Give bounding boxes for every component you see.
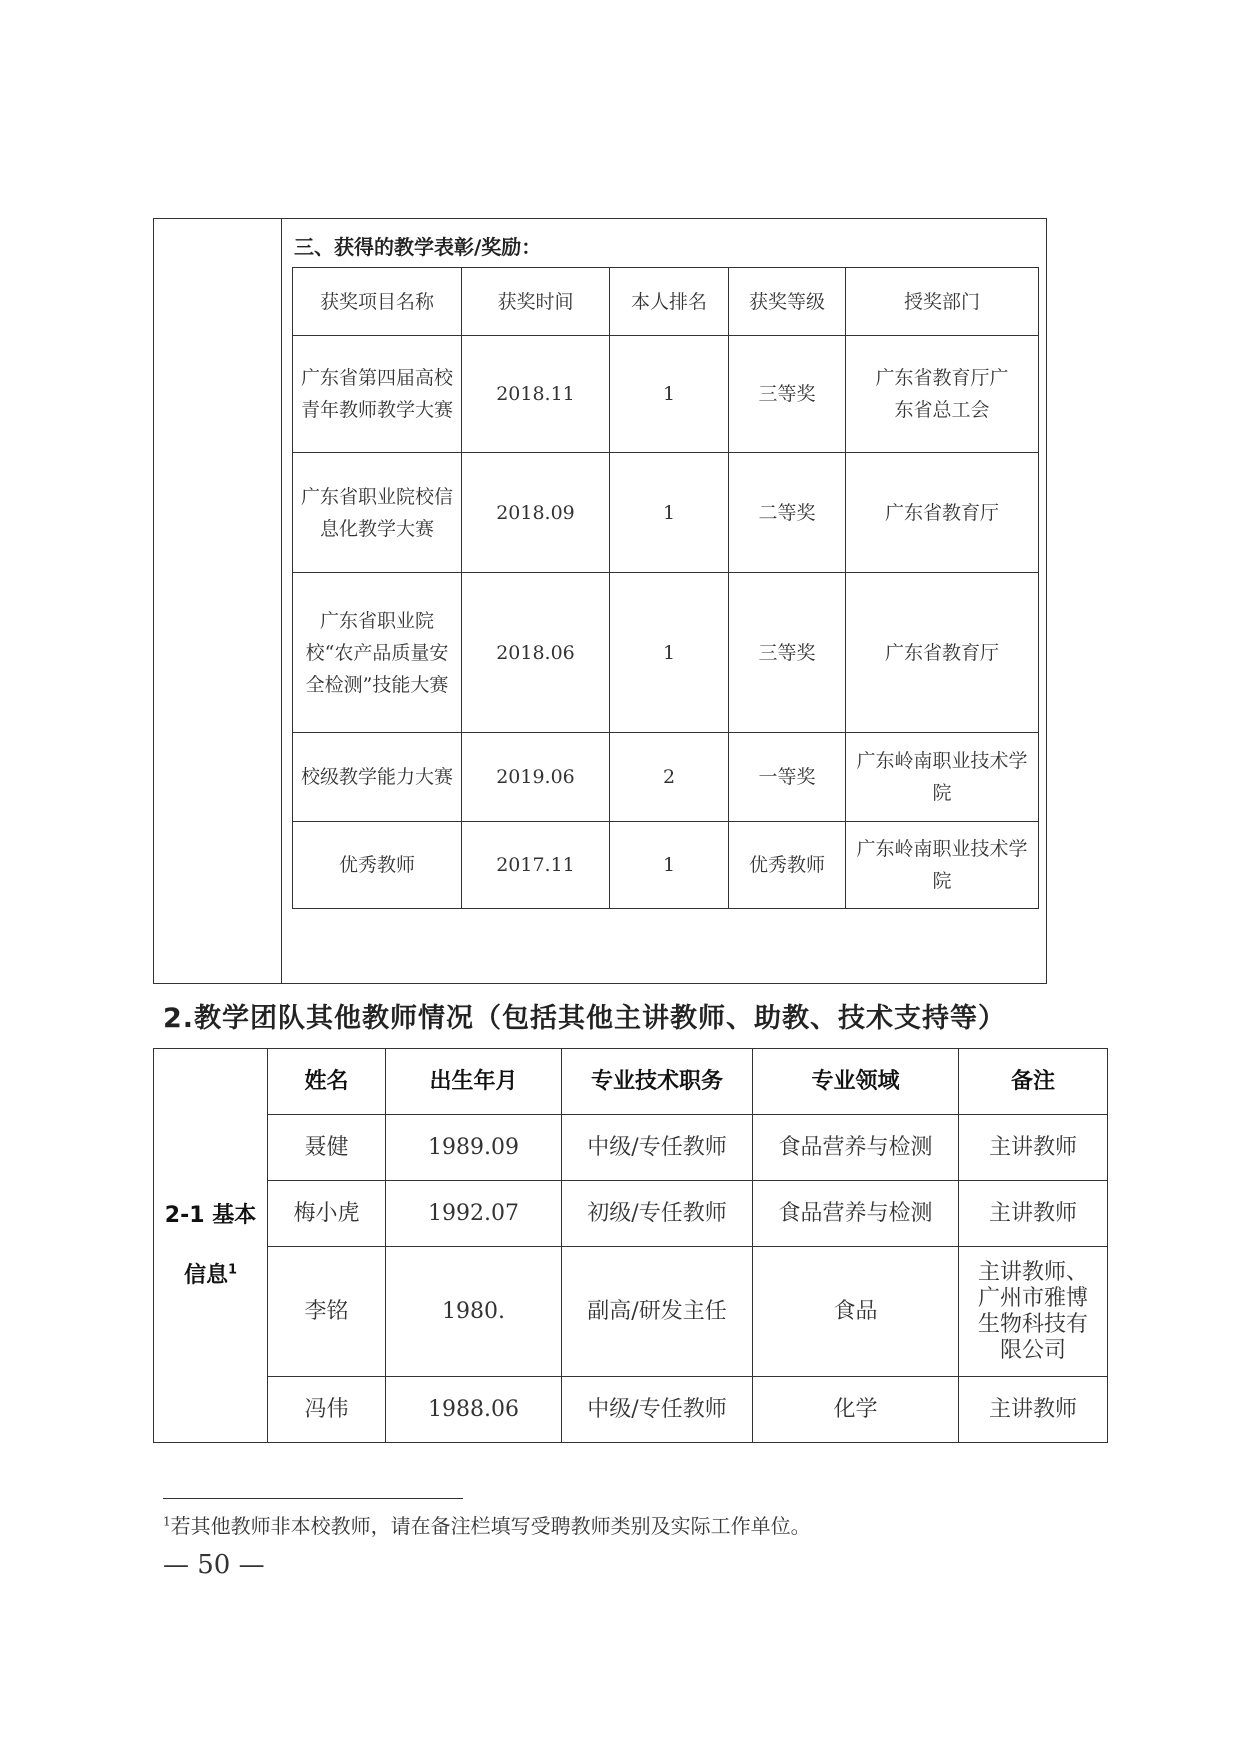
- awards-header-date: 获奖时间: [462, 268, 610, 336]
- team-header-title: 专业技术职务: [562, 1049, 753, 1115]
- award-rank: 1: [610, 336, 729, 453]
- award-name: 优秀教师: [293, 822, 462, 909]
- team-table: [153, 1048, 1108, 1443]
- awards-header-rank: 本人排名: [610, 268, 729, 336]
- table-row: [154, 1247, 1108, 1377]
- teacher-field: 化学: [753, 1377, 959, 1443]
- teacher-note: 主讲教师: [959, 1181, 1108, 1247]
- teacher-name: 梅小虎: [268, 1181, 386, 1247]
- teacher-title: 中级/专任教师: [562, 1115, 753, 1181]
- award-dept: 广东省教育厅广东省总工会: [846, 336, 1039, 453]
- footnote-divider: [163, 1498, 463, 1499]
- award-rank: 1: [610, 573, 729, 733]
- team-row-label: [154, 1049, 268, 1443]
- teacher-birth: 1988.06: [386, 1377, 562, 1443]
- teacher-field: 食品营养与检测: [753, 1181, 959, 1247]
- teacher-field: 食品营养与检测: [753, 1115, 959, 1181]
- awards-left-column: [154, 219, 282, 983]
- award-date: 2019.06: [462, 733, 610, 822]
- award-level: 三等奖: [729, 573, 846, 733]
- table-row: [293, 336, 1039, 453]
- footnote-sup: 1: [163, 1514, 171, 1529]
- teacher-note: 主讲教师: [959, 1377, 1108, 1443]
- table-row: [293, 733, 1039, 822]
- awards-table: [292, 267, 1039, 909]
- award-name: 校级教学能力大赛: [293, 733, 462, 822]
- awards-heading: 三、获得的教学表彰/奖励：: [294, 235, 542, 259]
- award-date: 2018.11: [462, 336, 610, 453]
- table-row: [293, 453, 1039, 573]
- awards-header-level: 获奖等级: [729, 268, 846, 336]
- page-number: — 50 —: [163, 1550, 265, 1580]
- award-dept: 广东岭南职业技术学院: [846, 733, 1039, 822]
- award-level: 三等奖: [729, 336, 846, 453]
- footnote-text: 若其他教师非本校教师，请在备注栏填写受聘教师类别及实际工作单位。: [170, 1514, 811, 1538]
- award-name: 广东省职业院校“农产品质量安全检测”技能大赛: [293, 573, 462, 733]
- team-heading: 2.教学团队其他教师情况（包括其他主讲教师、助教、技术支持等）: [163, 1003, 1007, 1034]
- team-header-field: 专业领域: [753, 1049, 959, 1115]
- teacher-name: 李铭: [268, 1247, 386, 1377]
- table-row: [293, 822, 1039, 909]
- team-header-name: 姓名: [268, 1049, 386, 1115]
- awards-header-row: [293, 268, 1039, 336]
- award-date: 2017.11: [462, 822, 610, 909]
- team-header-note: 备注: [959, 1049, 1108, 1115]
- teacher-name: 聂健: [268, 1115, 386, 1181]
- table-row: [154, 1115, 1108, 1181]
- awards-header-dept: 授奖部门: [846, 268, 1039, 336]
- award-level: 优秀教师: [729, 822, 846, 909]
- award-dept: 广东省教育厅: [846, 573, 1039, 733]
- teacher-title: 中级/专任教师: [562, 1377, 753, 1443]
- teacher-note: 主讲教师: [959, 1115, 1108, 1181]
- teacher-birth: 1989.09: [386, 1115, 562, 1181]
- teacher-title: 副高/研发主任: [562, 1247, 753, 1377]
- table-row: [293, 573, 1039, 733]
- team-row-label-text: 2-1 基本信息: [164, 1202, 257, 1288]
- teacher-field: 食品: [753, 1247, 959, 1377]
- award-date: 2018.09: [462, 453, 610, 573]
- teacher-note: 主讲教师、广州市雅博生物科技有限公司: [959, 1247, 1108, 1377]
- teacher-birth: 1980.: [386, 1247, 562, 1377]
- award-rank: 2: [610, 733, 729, 822]
- award-level: 一等奖: [729, 733, 846, 822]
- footnote-marker: 1: [227, 1262, 238, 1278]
- footnote: [163, 1510, 811, 1539]
- award-rank: 1: [610, 453, 729, 573]
- table-row: [154, 1377, 1108, 1443]
- award-dept: 广东省教育厅: [846, 453, 1039, 573]
- award-level: 二等奖: [729, 453, 846, 573]
- table-row: [154, 1181, 1108, 1247]
- awards-header-name: 获奖项目名称: [293, 268, 462, 336]
- teacher-name: 冯伟: [268, 1377, 386, 1443]
- award-rank: 1: [610, 822, 729, 909]
- award-date: 2018.06: [462, 573, 610, 733]
- teacher-birth: 1992.07: [386, 1181, 562, 1247]
- award-name: 广东省第四届高校青年教师教学大赛: [293, 336, 462, 453]
- awards-outer-frame: [153, 218, 1047, 984]
- team-header-birth: 出生年月: [386, 1049, 562, 1115]
- award-name: 广东省职业院校信息化教学大赛: [293, 453, 462, 573]
- team-header-row: [154, 1049, 1108, 1115]
- teacher-title: 初级/专任教师: [562, 1181, 753, 1247]
- award-dept: 广东岭南职业技术学院: [846, 822, 1039, 909]
